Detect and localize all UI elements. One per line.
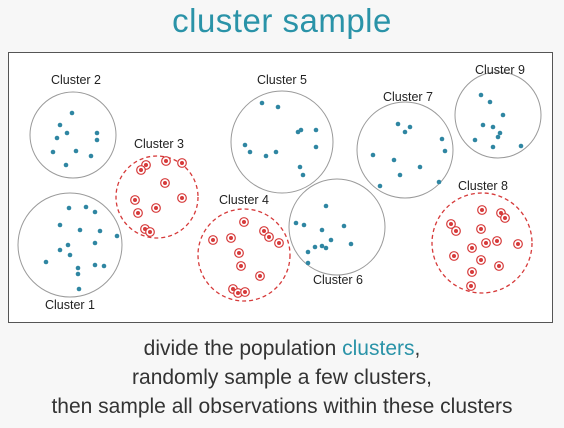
- caption-line-3: then sample all observations within these clusters: [51, 395, 513, 418]
- cluster-5-observation: [276, 105, 281, 110]
- cluster-7-observation: [437, 180, 442, 185]
- cluster-1-observation: [58, 248, 63, 253]
- cluster-5-observation: [248, 150, 253, 155]
- cluster-4-observation: [262, 229, 266, 233]
- cluster-8-observation: [452, 254, 456, 258]
- cluster-6-observation: [306, 261, 311, 266]
- cluster-4-observation: [277, 241, 281, 245]
- cluster-1-observation: [102, 264, 107, 269]
- cluster-9-observation: [488, 100, 493, 105]
- cluster-6-observation: [320, 228, 325, 233]
- cluster-7-observation: [378, 184, 383, 189]
- cluster-9-observation: [481, 123, 486, 128]
- cluster-6-observation: [302, 223, 307, 228]
- cluster-7-observation: [392, 158, 397, 163]
- cluster-9-observation: [491, 125, 496, 130]
- cluster-2-observation: [70, 111, 75, 116]
- cluster-4-observation: [258, 274, 262, 278]
- cluster-8-observation: [449, 222, 453, 226]
- cluster-3-observation: [139, 168, 143, 172]
- cluster-5-observation: [274, 150, 279, 155]
- cluster-5-observation: [301, 173, 306, 178]
- cluster-6-observation: [342, 224, 347, 229]
- cluster-9-observation: [479, 93, 484, 98]
- cluster-3-observation: [144, 163, 148, 167]
- cluster-1-observation: [93, 210, 98, 215]
- cluster-9-observation: [501, 113, 506, 118]
- cluster-1-observation: [115, 234, 120, 239]
- cluster-1-observation: [84, 205, 89, 210]
- cluster-6-observation: [306, 250, 311, 255]
- cluster-6-observation: [329, 238, 334, 243]
- cluster-3-observation: [154, 206, 158, 210]
- cluster-6-observation: [294, 221, 299, 226]
- cluster-8-observation: [479, 227, 483, 231]
- caption-line-1-prefix: divide the population: [143, 337, 343, 360]
- caption: [0, 334, 564, 421]
- cluster-1-observation: [44, 260, 49, 265]
- cluster-8-observation: [484, 241, 488, 245]
- cluster-8-observation: [479, 258, 483, 262]
- cluster-6-observation: [324, 246, 329, 251]
- cluster-1-observation: [68, 253, 73, 258]
- cluster-8-observation: [480, 208, 484, 212]
- cluster-4-label: Cluster 4: [218, 193, 270, 207]
- cluster-9-observation: [498, 131, 503, 136]
- cluster-6-observation: [313, 245, 318, 250]
- cluster-1-observation: [66, 243, 71, 248]
- cluster-5-observation: [314, 145, 319, 150]
- cluster-8-observation: [470, 270, 474, 274]
- cluster-3-observation: [163, 181, 167, 185]
- cluster-8-observation: [497, 264, 501, 268]
- cluster-3-observation: [180, 196, 184, 200]
- cluster-8-observation: [454, 229, 458, 233]
- cluster-7-observation: [418, 165, 423, 170]
- cluster-1-label: Cluster 1: [44, 298, 96, 312]
- cluster-1-observation: [98, 229, 103, 234]
- cluster-2-circle: [30, 92, 116, 178]
- cluster-2-observation: [95, 131, 100, 136]
- cluster-7-observation: [403, 130, 408, 135]
- cluster-3-observation: [133, 198, 137, 202]
- cluster-1-observation: [78, 228, 83, 233]
- cluster-9-observation: [491, 145, 496, 150]
- cluster-2-observation: [51, 150, 56, 155]
- cluster-7-observation: [443, 149, 448, 154]
- cluster-1-observation: [77, 287, 82, 292]
- cluster-2-observation: [58, 123, 63, 128]
- cluster-5-observation: [298, 165, 303, 170]
- cluster-4-observation: [236, 291, 240, 295]
- cluster-1-observation: [76, 266, 81, 271]
- cluster-4-observation: [267, 235, 271, 239]
- cluster-9-label: Cluster 9: [474, 63, 526, 77]
- cluster-4-observation: [239, 264, 243, 268]
- cluster-1-observation: [76, 272, 81, 277]
- caption-line-2: randomly sample a few clusters,: [132, 366, 432, 389]
- caption-highlight: clusters: [342, 337, 415, 360]
- cluster-1-observation: [67, 206, 72, 211]
- cluster-2-observation: [89, 154, 94, 159]
- cluster-2-observation: [55, 136, 60, 141]
- cluster-9-observation: [473, 138, 478, 143]
- cluster-6-observation: [320, 244, 325, 249]
- cluster-8-observation: [503, 216, 507, 220]
- cluster-3-observation: [136, 211, 140, 215]
- cluster-2-label: Cluster 2: [50, 73, 102, 87]
- caption-line-1-suffix: ,: [414, 337, 421, 360]
- caption-line-1: [0, 334, 564, 363]
- cluster-6-observation: [324, 204, 329, 209]
- cluster-5-observation: [314, 128, 319, 133]
- cluster-8-observation: [470, 246, 474, 250]
- cluster-4-observation: [237, 251, 241, 255]
- cluster-9-observation: [496, 135, 501, 140]
- cluster-5-label: Cluster 5: [256, 73, 308, 87]
- cluster-5-observation: [260, 101, 265, 106]
- cluster-7-observation: [440, 137, 445, 142]
- cluster-2-observation: [74, 149, 79, 154]
- cluster-5-observation: [296, 130, 301, 135]
- cluster-2-observation: [65, 131, 70, 136]
- cluster-4-observation: [229, 236, 233, 240]
- cluster-1-observation: [58, 223, 63, 228]
- cluster-7-label: Cluster 7: [382, 90, 434, 104]
- cluster-4-observation: [211, 238, 215, 242]
- cluster-1-observation: [93, 263, 98, 268]
- cluster-5-observation: [264, 154, 269, 159]
- cluster-8-observation: [516, 242, 520, 246]
- cluster-8-observation: [495, 239, 499, 243]
- cluster-7-observation: [398, 173, 403, 178]
- cluster-7-observation: [408, 125, 413, 130]
- cluster-8-observation: [469, 284, 473, 288]
- cluster-2-observation: [64, 163, 69, 168]
- cluster-4-observation: [242, 220, 246, 224]
- cluster-6-observation: [349, 242, 354, 247]
- cluster-6-label: Cluster 6: [312, 273, 364, 287]
- cluster-3-label: Cluster 3: [133, 137, 185, 151]
- cluster-2-observation: [95, 138, 100, 143]
- cluster-8-label: Cluster 8: [457, 179, 509, 193]
- page-title: cluster sample: [172, 2, 392, 39]
- cluster-9-observation: [519, 144, 524, 149]
- cluster-3-observation: [180, 161, 184, 165]
- cluster-5-observation: [243, 143, 248, 148]
- cluster-3-observation: [148, 230, 152, 234]
- cluster-7-observation: [371, 153, 376, 158]
- cluster-4-observation: [243, 290, 247, 294]
- cluster-5-circle: [231, 91, 333, 193]
- cluster-3-observation: [164, 159, 168, 163]
- cluster-1-observation: [93, 241, 98, 246]
- cluster-9-circle: [455, 72, 541, 158]
- cluster-7-observation: [396, 122, 401, 127]
